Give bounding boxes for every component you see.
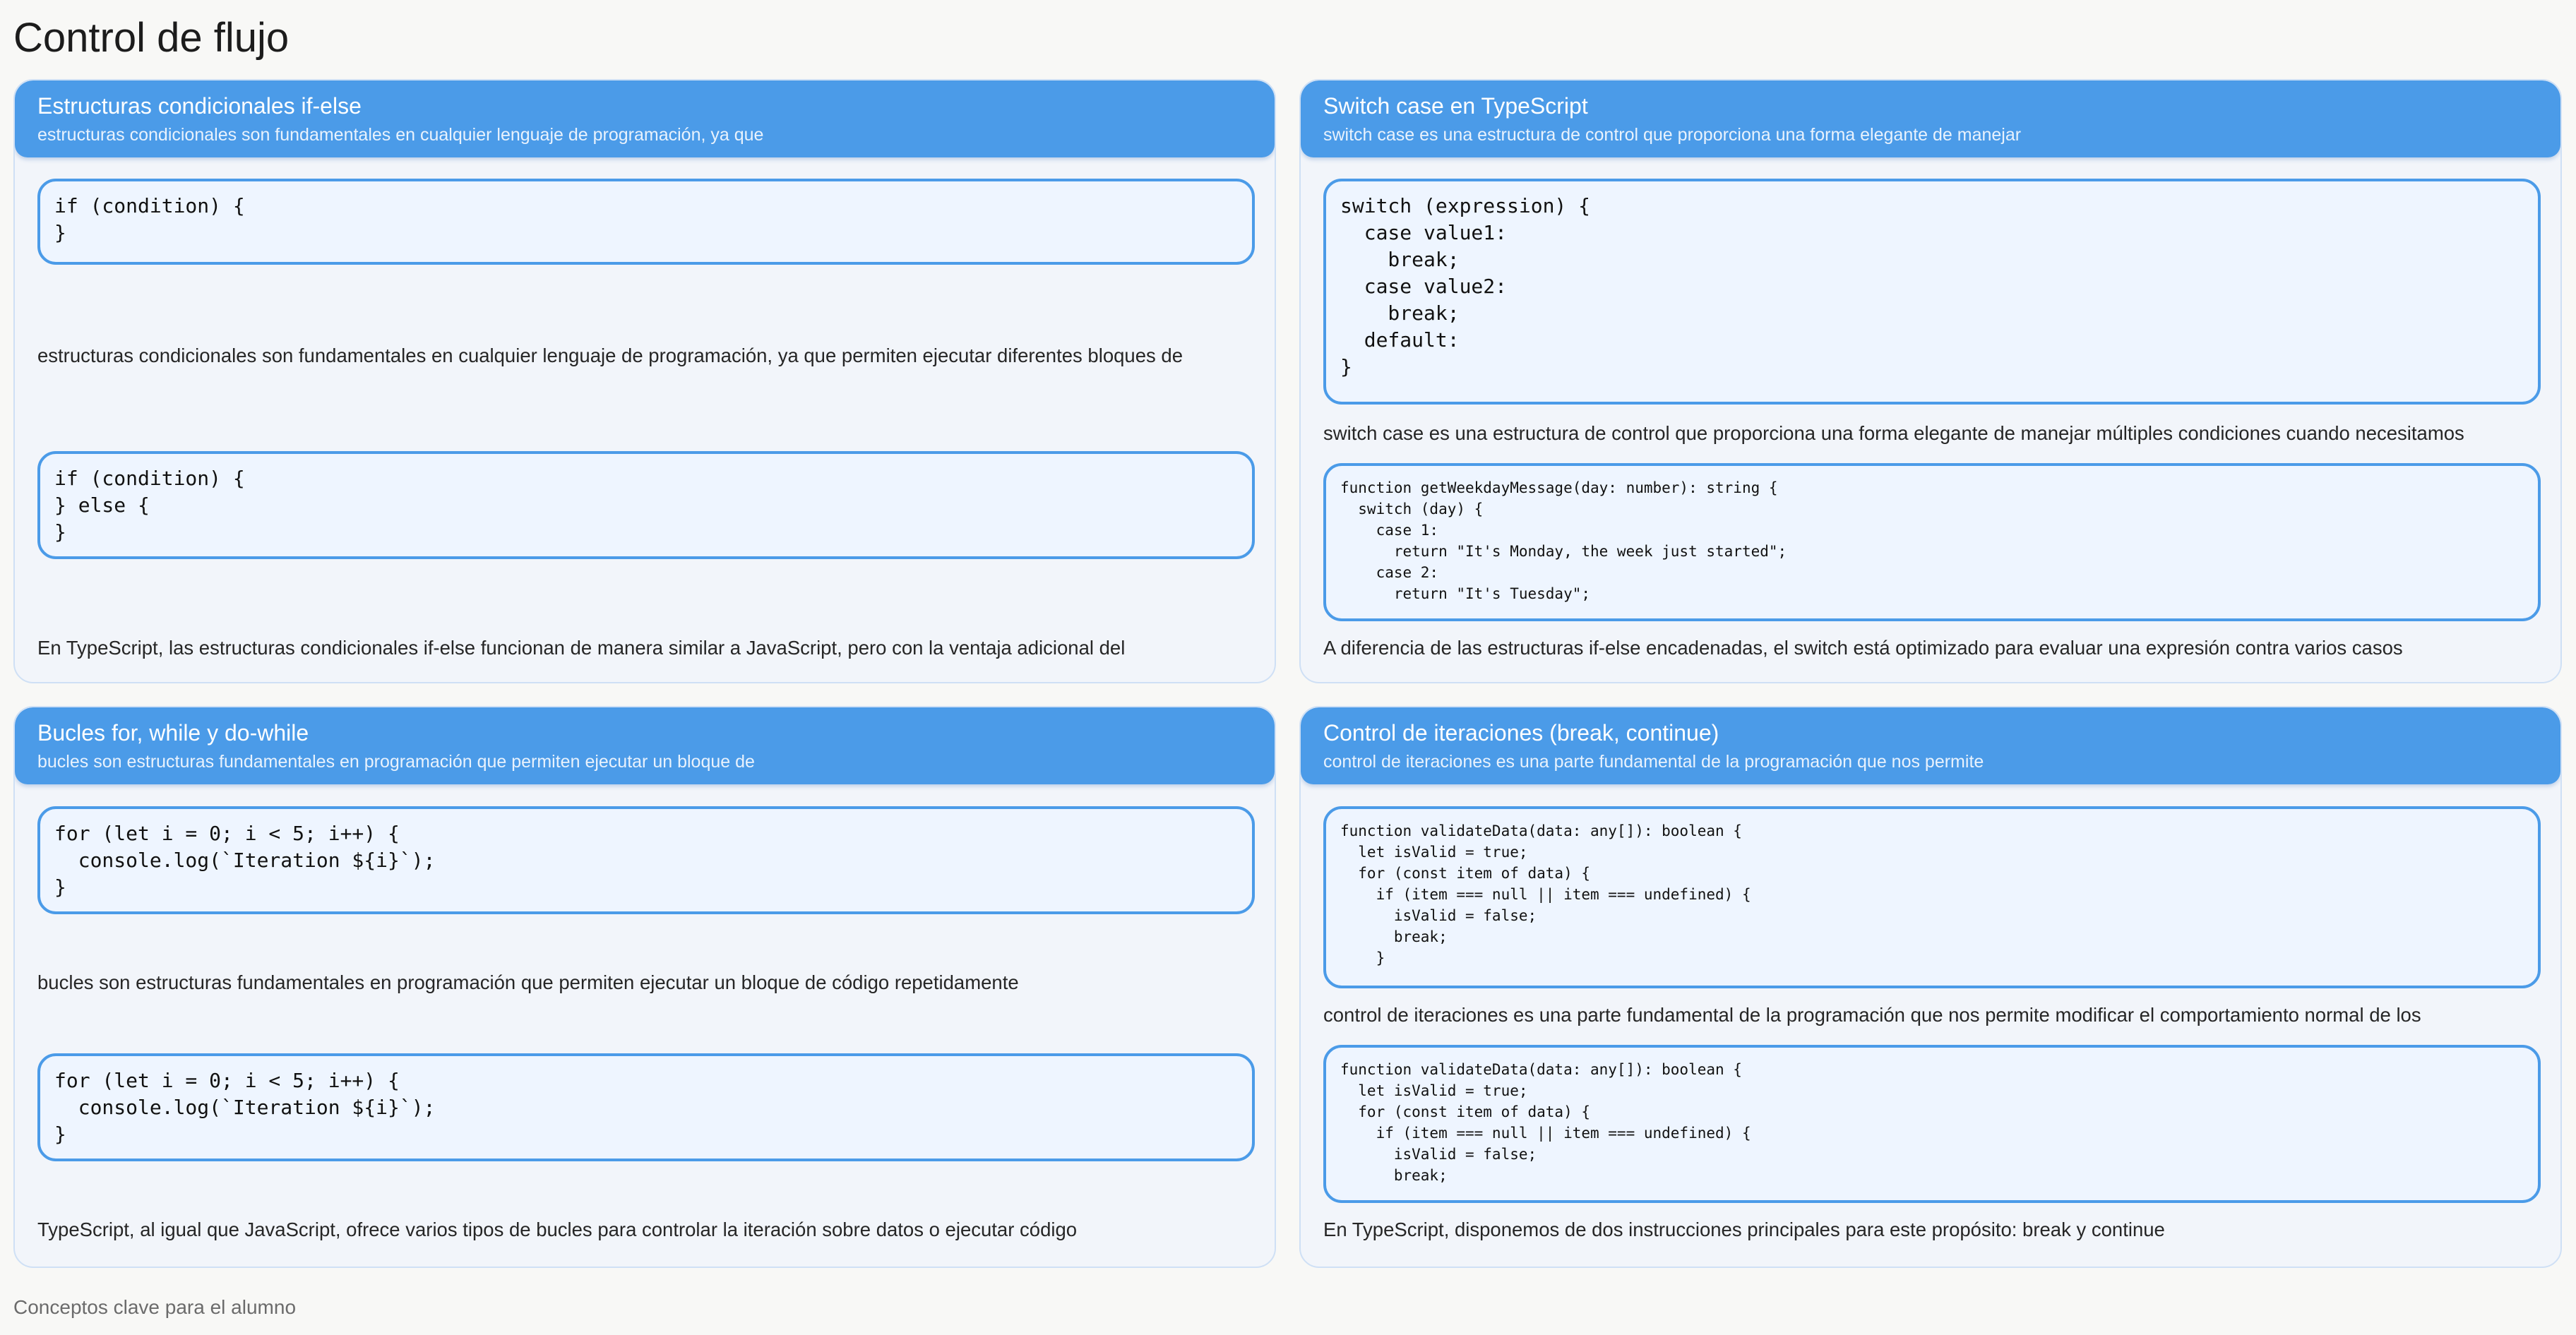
card-loops	[13, 706, 1276, 1268]
footer-text: Conceptos clave para el alumno	[13, 1296, 297, 1318]
code-block	[37, 1053, 1255, 1161]
card-header	[15, 707, 1275, 784]
code-block	[1323, 1045, 2541, 1203]
description-text: En TypeScript, las estructuras condicionales if-else funcionan de manera similar a JavaScript, pero con la ventaja adicional del	[37, 637, 1126, 659]
description-text: bucles son estructuras fundamentales en programación que permiten ejecutar un bloque de código repetidamente	[37, 971, 1019, 993]
code-block	[37, 806, 1255, 914]
code-text: function getWeekdayMessage(day: number): string { switch (day) { case 1: return "It's Monday, the week just started"; case 2: return "It's Tuesday";	[1340, 479, 1787, 602]
code-block	[37, 179, 1255, 265]
description-text: estructuras condicionales son fundamentales en cualquier lenguaje de programación, ya que permiten ejecutar diferentes bloques de	[37, 345, 1183, 366]
code-text: for (let i = 0; i < 5; i++) { console.log(`Iteration ${i}`); }	[54, 822, 436, 899]
description-text: En TypeScript, disponemos de dos instrucciones principales para este propósito: break y continue	[1323, 1219, 2165, 1240]
description-text: A diferencia de las estructuras if-else encadenadas, el switch está optimizado para evaluar una expresión contra varios casos	[1323, 637, 2403, 659]
card-subtitle: control de iteraciones es una parte fundamental de la programación que nos permite	[1323, 752, 1984, 772]
card-title: Bucles for, while y do-while	[37, 720, 309, 746]
description-text: control de iteraciones es una parte fundamental de la programación que nos permite modificar el comportamiento normal de los	[1323, 1004, 2421, 1026]
card-title: Switch case en TypeScript	[1323, 93, 1588, 119]
card-if-else	[13, 79, 1276, 683]
card-title: Estructuras condicionales if-else	[37, 93, 362, 119]
code-block	[37, 451, 1255, 559]
code-text: if (condition) { }	[54, 194, 245, 244]
card-title: Control de iteraciones (break, continue)	[1323, 720, 1719, 746]
code-block	[1323, 806, 2541, 988]
card-subtitle: estructuras condicionales son fundamentales en cualquier lenguaje de programación, ya que	[37, 125, 764, 145]
code-text: function validateData(data: any[]): boolean { let isValid = true; for (const item of data) { if (item === null || item === undefined) { isValid = false; break; }	[1340, 822, 1751, 966]
description-text: TypeScript, al igual que JavaScript, ofrece varios tipos de bucles para controlar la iteración sobre datos o ejecutar código	[37, 1219, 1078, 1240]
card-switch	[1299, 79, 2562, 683]
card-header	[1301, 80, 2560, 157]
card-header	[15, 80, 1275, 157]
code-block	[1323, 179, 2541, 405]
code-text: function validateData(data: any[]): boolean { let isValid = true; for (const item of data) { if (item === null || item === undefined) { isValid = false; break;	[1340, 1061, 1751, 1184]
code-text: switch (expression) { case value1: break; case value2: break; default: }	[1340, 194, 1591, 378]
card-iteration-control	[1299, 706, 2562, 1268]
page-title: Control de flujo	[13, 15, 290, 61]
code-block	[1323, 463, 2541, 621]
card-header	[1301, 707, 2560, 784]
description-text: switch case es una estructura de control que proporciona una forma elegante de manejar múltiples condiciones cuando necesitamos	[1323, 422, 2464, 444]
code-text: if (condition) { } else { }	[54, 467, 245, 544]
code-text: for (let i = 0; i < 5; i++) { console.log(`Iteration ${i}`); }	[54, 1069, 436, 1146]
card-subtitle: bucles son estructuras fundamentales en programación que permiten ejecutar un bloque de	[37, 752, 755, 772]
card-subtitle: switch case es una estructura de control que proporciona una forma elegante de manejar	[1323, 125, 2022, 145]
